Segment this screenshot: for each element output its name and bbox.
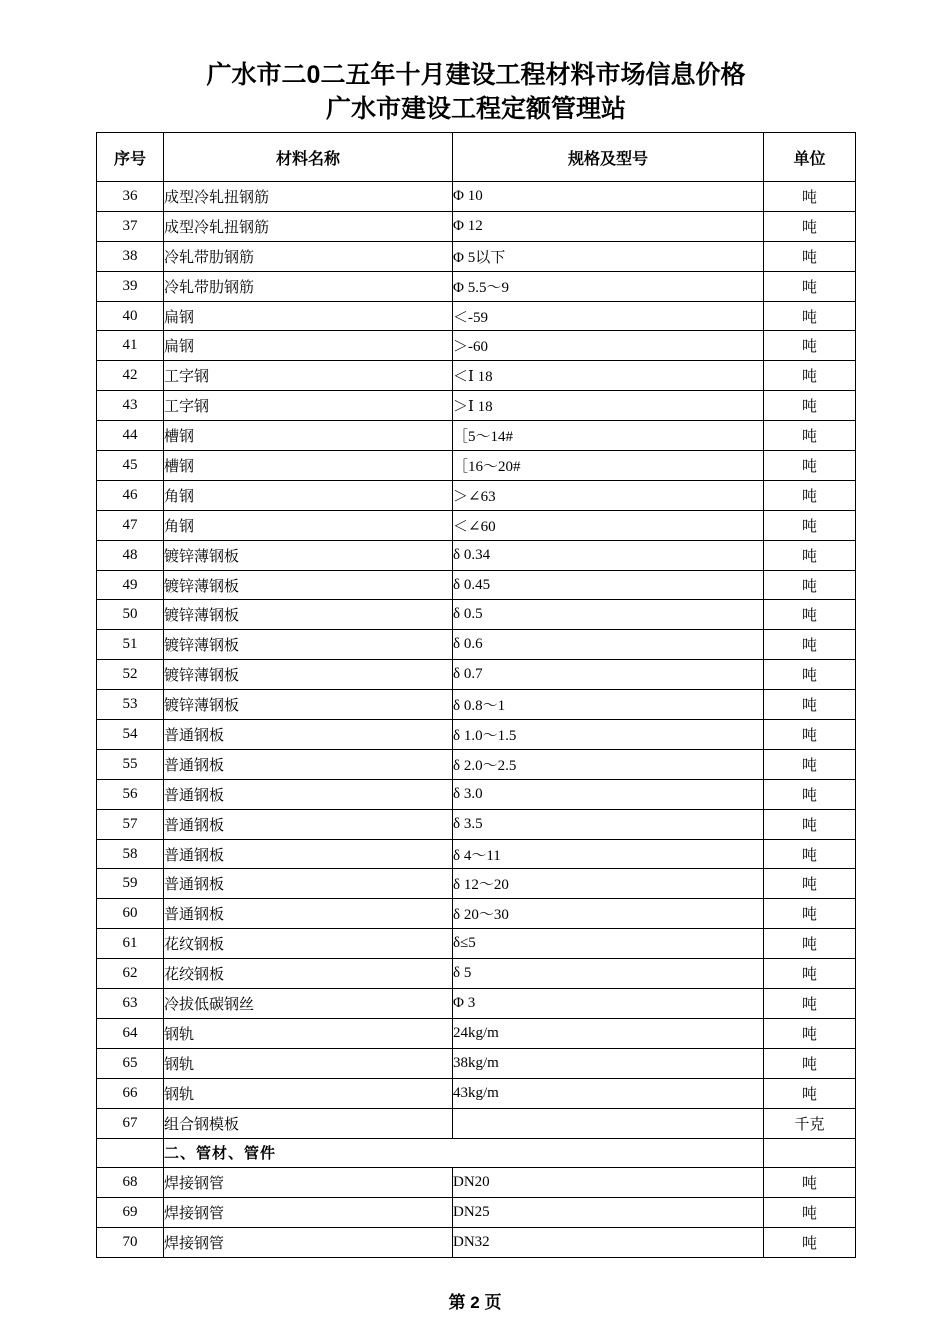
- table-row: [97, 1168, 856, 1198]
- cell-specification: ［16～20#: [453, 451, 764, 481]
- cell-unit: 吨: [764, 480, 856, 510]
- cell-serial-number: 40: [97, 301, 164, 331]
- cell-serial-number: 45: [97, 451, 164, 481]
- page-title-primary: 广水市二0二五年十月建设工程材料市场信息价格: [206, 61, 746, 89]
- cell-specification: [453, 1108, 764, 1138]
- cell-serial-number: 62: [97, 959, 164, 989]
- cell-specification: δ 12～20: [453, 869, 764, 899]
- table-row: [97, 779, 856, 809]
- cell-unit: 吨: [764, 451, 856, 481]
- cell-material-name: 槽钢: [164, 451, 453, 481]
- table-row: [97, 1018, 856, 1048]
- material-price-table: [96, 132, 856, 1258]
- table-row: [97, 660, 856, 690]
- table-row: [97, 271, 856, 301]
- cell-serial-number: 61: [97, 929, 164, 959]
- cell-specification: Φ 10: [453, 182, 764, 212]
- cell-specification: 43kg/m: [453, 1078, 764, 1108]
- cell-serial-number: 51: [97, 630, 164, 660]
- cell-material-name: 普通钢板: [164, 779, 453, 809]
- cell-serial-number: 49: [97, 570, 164, 600]
- cell-material-name: 钢轨: [164, 1078, 453, 1108]
- cell-material-name: 镀锌薄钢板: [164, 660, 453, 690]
- table-row: [97, 899, 856, 929]
- table-row: [97, 451, 856, 481]
- cell-material-name: 花纹钢板: [164, 929, 453, 959]
- table-row: [97, 720, 856, 750]
- cell-unit: 吨: [764, 1228, 856, 1258]
- cell-serial-number: 70: [97, 1228, 164, 1258]
- table-row: [97, 1198, 856, 1228]
- cell-unit: 吨: [764, 660, 856, 690]
- cell-serial-number: 46: [97, 480, 164, 510]
- cell-serial-number: 57: [97, 809, 164, 839]
- table-row: [97, 361, 856, 391]
- cell-specification: Φ 5以下: [453, 241, 764, 271]
- table-row: [97, 839, 856, 869]
- cell-unit: 吨: [764, 600, 856, 630]
- cell-specification: DN20: [453, 1168, 764, 1198]
- cell-specification: ＞Ⅰ 18: [453, 391, 764, 421]
- page-title-secondary: 广水市建设工程定额管理站: [325, 95, 626, 123]
- cell-material-name: 镀锌薄钢板: [164, 630, 453, 660]
- cell-material-name: 普通钢板: [164, 899, 453, 929]
- table-row: [97, 241, 856, 271]
- cell-serial-number: 55: [97, 749, 164, 779]
- cell-section-heading: 二、管材、管件: [164, 1138, 764, 1168]
- cell-material-name: 工字钢: [164, 361, 453, 391]
- cell-material-name: 工字钢: [164, 391, 453, 421]
- cell-specification: DN25: [453, 1198, 764, 1228]
- table-body: [97, 182, 856, 1258]
- cell-specification: DN32: [453, 1228, 764, 1258]
- cell-serial-number: 54: [97, 720, 164, 750]
- cell-specification: δ 0.8～1: [453, 690, 764, 720]
- cell-serial-number: 56: [97, 779, 164, 809]
- cell-material-name: 扁钢: [164, 301, 453, 331]
- table-row: [97, 1108, 856, 1138]
- cell-specification: ［5～14#: [453, 421, 764, 451]
- cell-material-name: 成型冷轧扭钢筋: [164, 182, 453, 212]
- cell-unit: 吨: [764, 720, 856, 750]
- cell-specification: δ 4～11: [453, 839, 764, 869]
- cell-specification: δ 0.6: [453, 630, 764, 660]
- cell-specification: ＞-60: [453, 331, 764, 361]
- cell-unit: 吨: [764, 391, 856, 421]
- cell-specification: Φ 3: [453, 989, 764, 1019]
- cell-material-name: 焊接钢管: [164, 1198, 453, 1228]
- table-row: [97, 929, 856, 959]
- cell-unit: 吨: [764, 1078, 856, 1108]
- cell-serial-number: 47: [97, 510, 164, 540]
- cell-specification: δ 20～30: [453, 899, 764, 929]
- table-row: [97, 1048, 856, 1078]
- cell-unit: 吨: [764, 779, 856, 809]
- cell-specification: δ 2.0～2.5: [453, 749, 764, 779]
- cell-material-name: 普通钢板: [164, 809, 453, 839]
- cell-unit: 吨: [764, 510, 856, 540]
- cell-serial-number: 66: [97, 1078, 164, 1108]
- column-header-name: 材料名称: [164, 133, 453, 182]
- cell-serial-number: 43: [97, 391, 164, 421]
- cell-specification: δ 0.34: [453, 540, 764, 570]
- table-row: [97, 600, 856, 630]
- cell-serial-number: 58: [97, 839, 164, 869]
- cell-unit: 吨: [764, 1048, 856, 1078]
- cell-serial-number: 64: [97, 1018, 164, 1048]
- cell-unit: 吨: [764, 182, 856, 212]
- cell-unit: 吨: [764, 690, 856, 720]
- cell-serial-number: 39: [97, 271, 164, 301]
- table-row: [97, 391, 856, 421]
- cell-specification: ＜∠60: [453, 510, 764, 540]
- cell-material-name: 镀锌薄钢板: [164, 570, 453, 600]
- cell-specification: δ 5: [453, 959, 764, 989]
- cell-material-name: 普通钢板: [164, 869, 453, 899]
- cell-unit: 吨: [764, 1018, 856, 1048]
- cell-specification: δ 0.5: [453, 600, 764, 630]
- cell-unit: 吨: [764, 421, 856, 451]
- table-row: [97, 749, 856, 779]
- cell-specification: δ≤5: [453, 929, 764, 959]
- table-row: [97, 570, 856, 600]
- table-row: [97, 211, 856, 241]
- cell-unit: 吨: [764, 869, 856, 899]
- document-title-block: [96, 58, 856, 126]
- table-row: [97, 182, 856, 212]
- table-row: [97, 301, 856, 331]
- cell-serial-number: 48: [97, 540, 164, 570]
- cell-material-name: 冷轧带肋钢筋: [164, 241, 453, 271]
- cell-material-name: 焊接钢管: [164, 1228, 453, 1258]
- cell-material-name: 焊接钢管: [164, 1168, 453, 1198]
- cell-serial-number: 59: [97, 869, 164, 899]
- cell-material-name: 镀锌薄钢板: [164, 540, 453, 570]
- cell-serial-number: 37: [97, 211, 164, 241]
- cell-material-name: 角钢: [164, 510, 453, 540]
- cell-serial-number: 44: [97, 421, 164, 451]
- cell-material-name: 成型冷轧扭钢筋: [164, 211, 453, 241]
- cell-unit: 吨: [764, 989, 856, 1019]
- cell-specification: δ 0.7: [453, 660, 764, 690]
- cell-specification: 24kg/m: [453, 1018, 764, 1048]
- cell-material-name: 冷拔低碳钢丝: [164, 989, 453, 1019]
- cell-serial-number: 69: [97, 1198, 164, 1228]
- cell-material-name: 角钢: [164, 480, 453, 510]
- cell-unit: 吨: [764, 1168, 856, 1198]
- cell-specification: δ 0.45: [453, 570, 764, 600]
- cell-serial-number: 42: [97, 361, 164, 391]
- cell-unit: 吨: [764, 959, 856, 989]
- cell-material-name: 槽钢: [164, 421, 453, 451]
- cell-unit: 吨: [764, 809, 856, 839]
- column-header-no: 序号: [97, 133, 164, 182]
- table-header-row: [97, 133, 856, 182]
- table-row: [97, 540, 856, 570]
- cell-serial-number: 65: [97, 1048, 164, 1078]
- table-row: [97, 809, 856, 839]
- cell-specification: Φ 5.5～9: [453, 271, 764, 301]
- cell-specification: ＜Ⅰ 18: [453, 361, 764, 391]
- cell-material-name: 花绞钢板: [164, 959, 453, 989]
- cell-unit: 吨: [764, 540, 856, 570]
- cell-material-name: 组合钢模板: [164, 1108, 453, 1138]
- cell-serial-number: 52: [97, 660, 164, 690]
- cell-specification: δ 3.0: [453, 779, 764, 809]
- cell-specification: Φ 12: [453, 211, 764, 241]
- cell-specification: δ 3.5: [453, 809, 764, 839]
- cell-unit: 吨: [764, 899, 856, 929]
- cell-material-name: 普通钢板: [164, 720, 453, 750]
- column-header-spec: 规格及型号: [453, 133, 764, 182]
- cell-serial-number: 41: [97, 331, 164, 361]
- cell-serial-number: [97, 1138, 164, 1168]
- table-row: [97, 959, 856, 989]
- cell-serial-number: 67: [97, 1108, 164, 1138]
- cell-specification: ＜-59: [453, 301, 764, 331]
- table-row: [97, 989, 856, 1019]
- cell-specification: δ 1.0～1.5: [453, 720, 764, 750]
- cell-material-name: 镀锌薄钢板: [164, 690, 453, 720]
- table-section-row: [97, 1138, 856, 1168]
- table-row: [97, 480, 856, 510]
- cell-unit: 吨: [764, 331, 856, 361]
- table-row: [97, 510, 856, 540]
- page-footer: 第 2 页: [448, 1293, 502, 1312]
- table-row: [97, 331, 856, 361]
- cell-unit: 吨: [764, 241, 856, 271]
- table-row: [97, 690, 856, 720]
- cell-unit: 吨: [764, 211, 856, 241]
- cell-unit: 吨: [764, 839, 856, 869]
- cell-unit: 吨: [764, 749, 856, 779]
- cell-serial-number: 36: [97, 182, 164, 212]
- cell-material-name: 普通钢板: [164, 749, 453, 779]
- table-row: [97, 869, 856, 899]
- cell-serial-number: 50: [97, 600, 164, 630]
- cell-serial-number: 68: [97, 1168, 164, 1198]
- cell-unit: 吨: [764, 361, 856, 391]
- table-row: [97, 1228, 856, 1258]
- cell-material-name: 普通钢板: [164, 839, 453, 869]
- cell-material-name: 钢轨: [164, 1018, 453, 1048]
- column-header-unit: 单位: [764, 133, 856, 182]
- table-row: [97, 630, 856, 660]
- cell-serial-number: 38: [97, 241, 164, 271]
- cell-unit: [764, 1138, 856, 1168]
- cell-material-name: 钢轨: [164, 1048, 453, 1078]
- table-header: [97, 133, 856, 182]
- cell-specification: 38kg/m: [453, 1048, 764, 1078]
- cell-material-name: 冷轧带肋钢筋: [164, 271, 453, 301]
- cell-unit: 吨: [764, 929, 856, 959]
- cell-specification: ＞∠63: [453, 480, 764, 510]
- cell-unit: 吨: [764, 271, 856, 301]
- cell-material-name: 扁钢: [164, 331, 453, 361]
- cell-unit: 吨: [764, 630, 856, 660]
- cell-unit: 吨: [764, 301, 856, 331]
- cell-serial-number: 63: [97, 989, 164, 1019]
- cell-unit: 千克: [764, 1108, 856, 1138]
- cell-unit: 吨: [764, 570, 856, 600]
- cell-serial-number: 60: [97, 899, 164, 929]
- table-row: [97, 421, 856, 451]
- table-row: [97, 1078, 856, 1108]
- cell-serial-number: 53: [97, 690, 164, 720]
- cell-material-name: 镀锌薄钢板: [164, 600, 453, 630]
- cell-unit: 吨: [764, 1198, 856, 1228]
